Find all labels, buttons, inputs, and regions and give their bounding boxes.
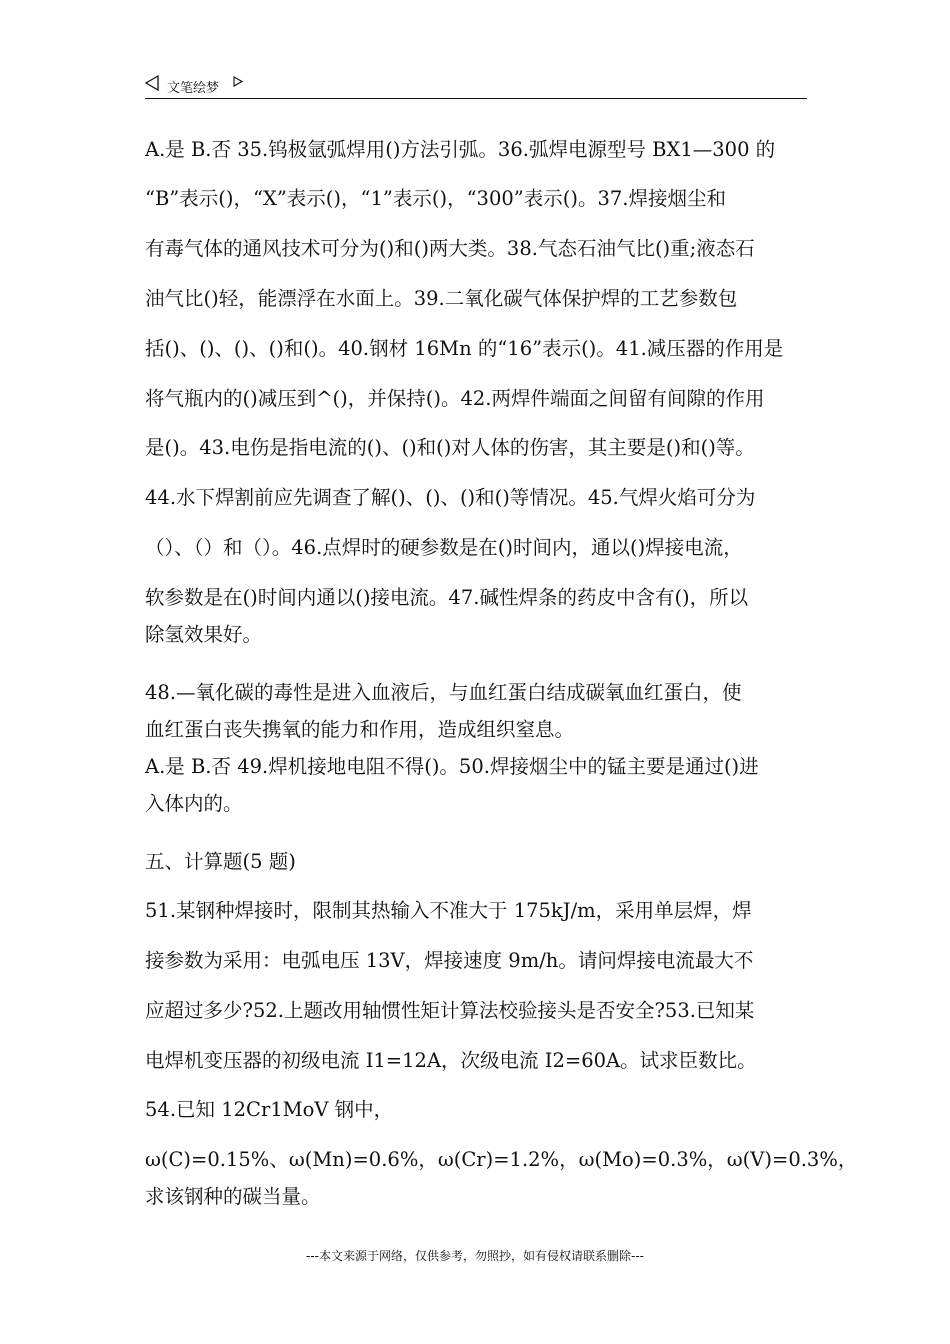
text-line: 54.已知 12Cr1MoV 钢中，: [145, 1098, 394, 1121]
text-line: （）、（）和（）。46.点焊时的硬参数是在()时间内，通以()焊接电流，: [145, 536, 743, 559]
text-line: 除氢效果好。: [145, 623, 263, 646]
text-line: 电焊机变压器的初级电流 I1=12A，次级电流 I2=60A。试求臣数比。: [145, 1049, 757, 1072]
page-header: [145, 72, 807, 99]
section-heading: 五、计算题(5 题): [145, 850, 296, 873]
text-line: 48.—氧化碳的毒性是进入血液后，与血红蛋白结成碳氧血红蛋白，使: [145, 681, 742, 704]
text-line: 有毒气体的通风技术可分为()和()两大类。38.气态石油气比()重;液态石: [145, 237, 755, 260]
text-line: 是()。43.电伤是指电流的()、()和()对人体的伤害，其主要是()和()等。: [145, 436, 755, 459]
text-line: 44.水下焊割前应先调查了解()、()、()和()等情况。45.气焊火焰可分为: [145, 486, 756, 509]
text-line: 将气瓶内的()减压到^()，并保持()。42.两焊件端面之间留有间隙的作用: [145, 387, 765, 410]
triangle-left-icon: [145, 75, 159, 91]
text-line: 软参数是在()时间内通以()接电流。47.碱性焊条的药皮中含有()，所以: [145, 586, 749, 609]
text-line: A.是 B.否 49.焊机接地电阻不得()。50.焊接烟尘中的锰主要是通过()进: [145, 755, 759, 778]
triangle-right-icon: [233, 76, 243, 87]
text-line: 51.某钢种焊接时，限制其热输入不准大于 175kJ/m，采用单层焊，焊: [145, 899, 752, 922]
footer-disclaimer: ---本文来源于网络，仅供参考，勿照抄，如有侵权请联系删除---: [306, 1249, 644, 1263]
text-line: 求该钢种的碳当量。: [145, 1185, 321, 1208]
text-line: “B”表示()，“X”表示()，“1”表示()，“300”表示()。37.焊接烟尘和: [145, 187, 726, 210]
text-line: 入体内的。: [145, 792, 243, 815]
text-line: A.是 B.否 35.钨极氩弧焊用()方法引弧。36.弧焊电源型号 BX1—300 的: [145, 138, 776, 161]
header-title: 文笔绘梦: [167, 81, 220, 96]
text-line: 油气比()轻，能漂浮在水面上。39.二氧化碳气体保护焊的工艺参数包: [145, 287, 738, 310]
text-line: 接参数为采用：电弧电压 13V，焊接速度 9m/h。请问焊接电流最大不: [145, 949, 754, 972]
text-line: ω(C)=0.15%、ω(Mn)=0.6%，ω(Cr)=1.2%，ω(Mo)=0.3%，ω(V)=0.3%，: [145, 1148, 858, 1171]
text-line: 应超过多少?52.上题改用轴惯性矩计算法校验接头是否安全?53.已知某: [145, 999, 755, 1022]
text-line: 括()、()、()、()和()。40.钢材 16Mn 的“16”表示()。41.减压器的作用是: [145, 337, 784, 360]
text-line: 血红蛋白丧失携氧的能力和作用，造成组织窒息。: [145, 718, 575, 741]
